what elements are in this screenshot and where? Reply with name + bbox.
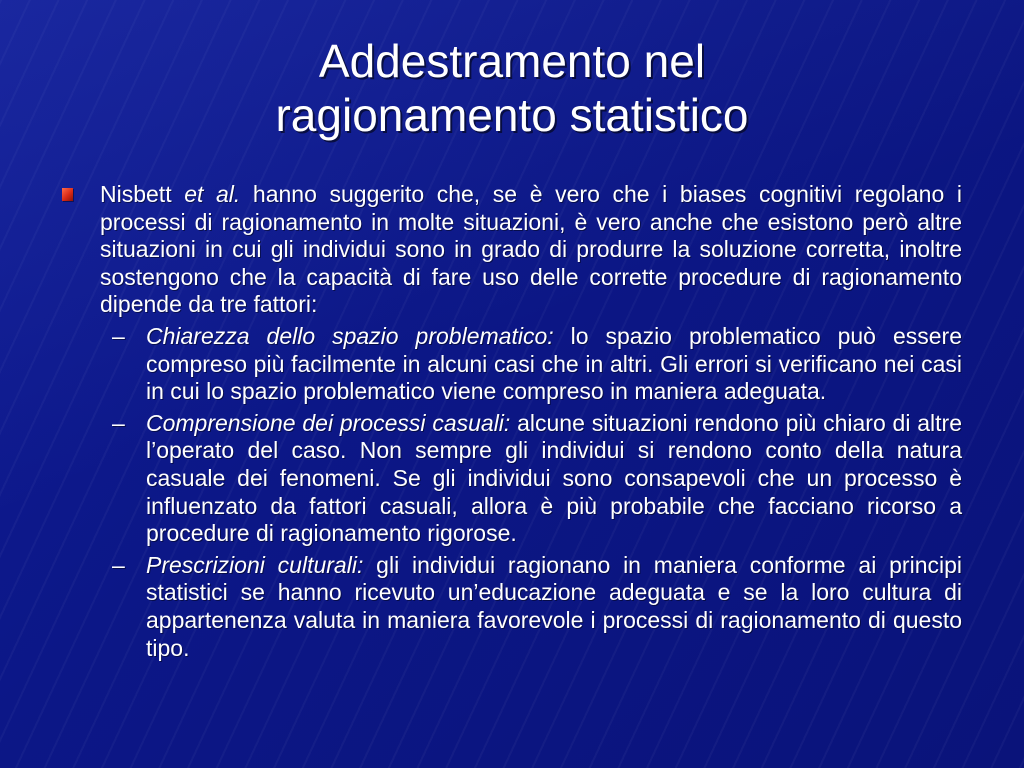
sub-bullet-text: alcune situazioni rendono più chiaro di altre l’operato del caso. Non sempre gli individui si rendono conto della natura casuale dei fenomeni. Se gli individui sono consapevoli che un processo è influenzato da fattori casuali, allora è più probabile che facciano ricorso a procedure di ragionamento rigorose.: [146, 409, 962, 547]
main-bullet-lead: Nisbett: [100, 181, 185, 207]
sub-bullet-text: lo spazio problematico può essere compreso più facilmente in alcuni casi che in altri. Gli errori si verificano nei casi in cui lo spazio problematico viene compreso in maniera adeguata.: [146, 322, 962, 405]
slide-title-line-2: ragionamento statistico: [275, 89, 749, 141]
sub-bullet-clarity: [112, 322, 962, 406]
dash-bullet-icon: –: [112, 322, 125, 349]
slide-body: [100, 181, 962, 662]
sub-bullet-term: Prescrizioni culturali:: [146, 551, 364, 578]
sub-bullet-term: Chiarezza dello spazio problematico:: [146, 322, 554, 349]
sub-bullet-random-processes: [112, 409, 962, 548]
sub-bullet-cultural-prescriptions: [112, 551, 962, 662]
slide-title: [0, 34, 1024, 142]
main-bullet-emphasis: et al.: [184, 181, 241, 207]
main-bullet-text: hanno suggerito che, se è vero che i biases cognitivi regolano i processi di ragionamento in molte situazioni, è vero anche che esistono però altre situazioni in cui gli individui sono in grado di produrre la soluzione corretta, inoltre sostengono che la capacità di fare uso delle corrette procedure di ragionamento dipende da tre fattori:: [100, 181, 962, 318]
dash-bullet-icon: –: [112, 551, 125, 578]
red-square-bullet-icon: [62, 188, 73, 201]
main-bullet-paragraph: [100, 181, 962, 319]
slide-title-line-1: Addestramento nel: [318, 35, 706, 87]
sub-bullet-text: gli individui ragionano in maniera conforme ai principi statistici se hanno ricevuto un’educazione adeguata e se la loro cultura di appartenenza valuta in maniera favorevole i processi di ragionamento di questo tipo.: [146, 551, 962, 661]
dash-bullet-icon: –: [112, 409, 125, 436]
sub-bullet-term: Comprensione dei processi casuali:: [146, 409, 511, 436]
